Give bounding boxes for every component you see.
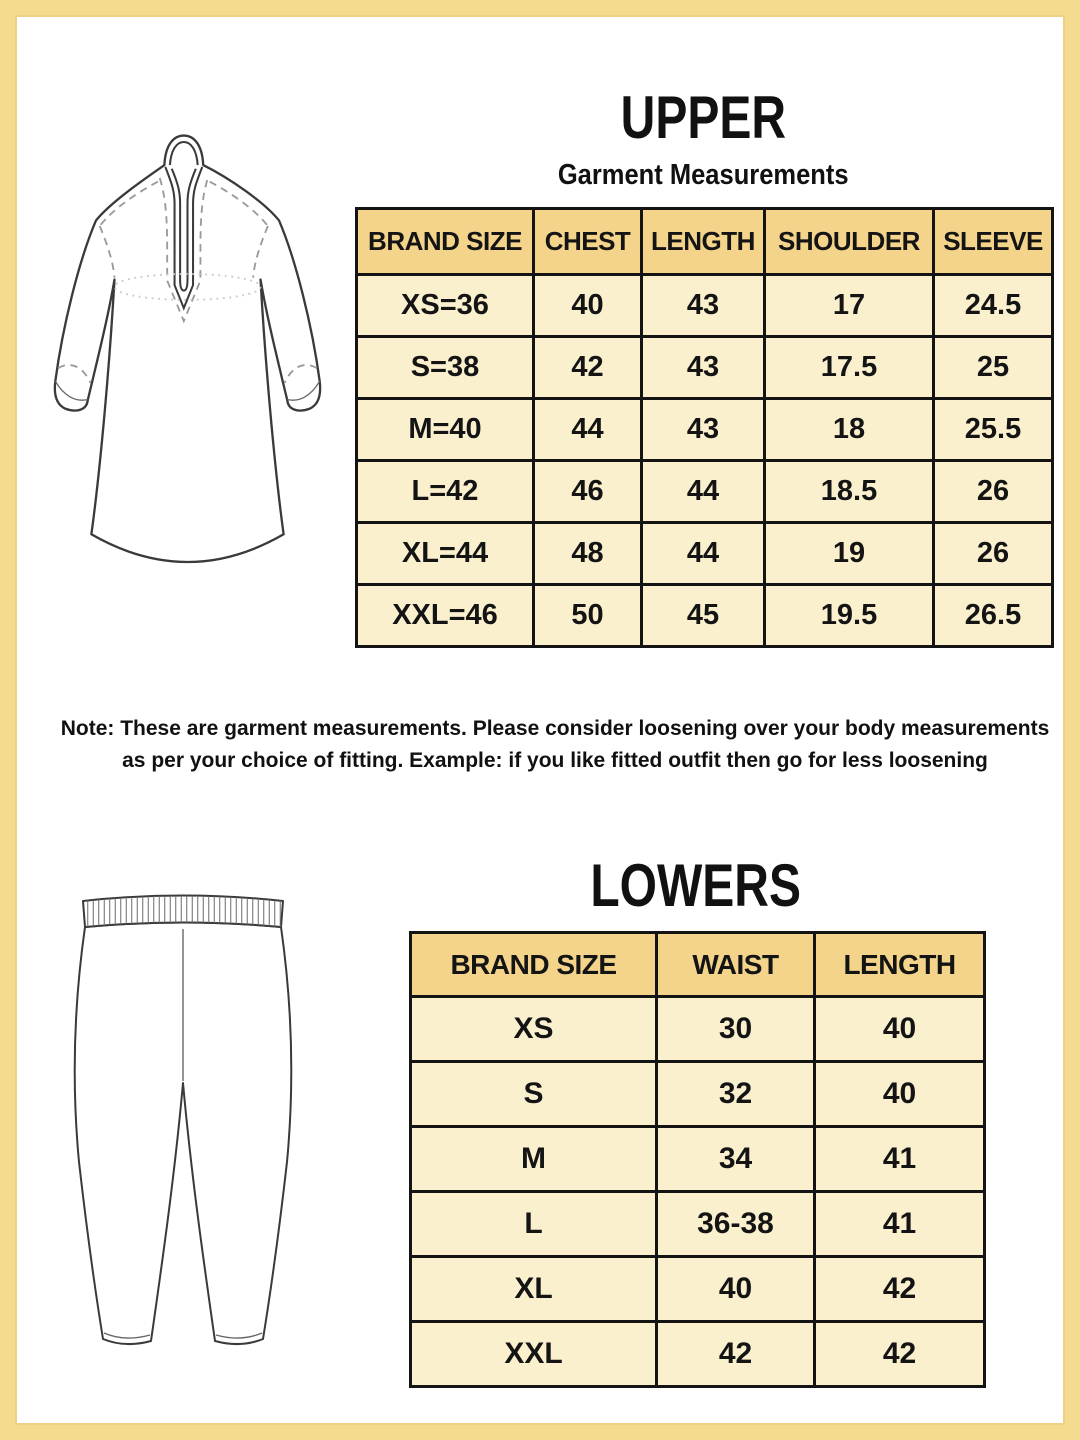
cell: XXL=46 [357, 585, 534, 647]
lowers-title [409, 851, 983, 920]
cell: 17.5 [765, 337, 934, 399]
cell: 18.5 [765, 461, 934, 523]
upper-row-xs [357, 275, 1053, 337]
cell: 43 [642, 275, 765, 337]
cell: 44 [642, 523, 765, 585]
lowers-row-s [411, 1062, 985, 1127]
kurta-illustration [35, 130, 340, 610]
cell: 43 [642, 337, 765, 399]
cell: 48 [534, 523, 642, 585]
cell: 41 [815, 1127, 985, 1192]
upper-title [355, 83, 1051, 152]
lowers-title-text: LOWERS [590, 852, 802, 919]
cell: 44 [642, 461, 765, 523]
upper-col-sleeve: SLEEVE [934, 209, 1053, 275]
lowers-row-m [411, 1127, 985, 1192]
note-line-2: as per your choice of fitting. Example: if you like fitted outfit then go for less loosening [122, 748, 988, 772]
upper-subtitle [355, 159, 1051, 192]
cell: M=40 [357, 399, 534, 461]
cell: 44 [534, 399, 642, 461]
upper-col-shoulder: SHOULDER [765, 209, 934, 275]
leggings-illustration [63, 877, 303, 1377]
measurement-note [55, 713, 1055, 776]
cell: 25.5 [934, 399, 1053, 461]
cell: 17 [765, 275, 934, 337]
upper-col-length: LENGTH [642, 209, 765, 275]
upper-row-xl [357, 523, 1053, 585]
cell: S=38 [357, 337, 534, 399]
cell: 36-38 [657, 1192, 815, 1257]
cell: 32 [657, 1062, 815, 1127]
cell: 40 [815, 997, 985, 1062]
upper-row-s [357, 337, 1053, 399]
cell: 30 [657, 997, 815, 1062]
cell: 40 [657, 1257, 815, 1322]
cell: 43 [642, 399, 765, 461]
cell: 24.5 [934, 275, 1053, 337]
cell: 18 [765, 399, 934, 461]
upper-row-xxl [357, 585, 1053, 647]
cell: 19.5 [765, 585, 934, 647]
cell: 45 [642, 585, 765, 647]
cell: 25 [934, 337, 1053, 399]
cell: XXL [411, 1322, 657, 1387]
cell: 26 [934, 461, 1053, 523]
cell: 26 [934, 523, 1053, 585]
lowers-size-table [409, 931, 986, 1388]
cell: 19 [765, 523, 934, 585]
lowers-col-waist: WAIST [657, 933, 815, 997]
cell: XL [411, 1257, 657, 1322]
cell: 42 [815, 1257, 985, 1322]
cell: L [411, 1192, 657, 1257]
lowers-row-l [411, 1192, 985, 1257]
lowers-row-xxl [411, 1322, 985, 1387]
cell: 41 [815, 1192, 985, 1257]
cell: M [411, 1127, 657, 1192]
note-line-1: Note: These are garment measurements. Please consider loosening over your body measurements [60, 717, 1050, 740]
lowers-col-length: LENGTH [815, 933, 985, 997]
lowers-header-row [411, 933, 985, 997]
upper-size-table [355, 207, 1054, 648]
upper-title-text: UPPER [620, 84, 786, 151]
upper-col-chest: CHEST [534, 209, 642, 275]
cell: L=42 [357, 461, 534, 523]
cell: 26.5 [934, 585, 1053, 647]
cell: 42 [657, 1322, 815, 1387]
upper-row-l [357, 461, 1053, 523]
upper-header-row [357, 209, 1053, 275]
cell: S [411, 1062, 657, 1127]
cell: XS [411, 997, 657, 1062]
cell: XS=36 [357, 275, 534, 337]
upper-row-m [357, 399, 1053, 461]
cell: 46 [534, 461, 642, 523]
cell: 42 [534, 337, 642, 399]
upper-subtitle-text: Garment Measurements [557, 159, 849, 191]
cell: 42 [815, 1322, 985, 1387]
cell: 34 [657, 1127, 815, 1192]
lowers-col-brand-size: BRAND SIZE [411, 933, 657, 997]
cell: XL=44 [357, 523, 534, 585]
lowers-row-xs [411, 997, 985, 1062]
cell: 40 [534, 275, 642, 337]
lowers-row-xl [411, 1257, 985, 1322]
upper-col-brand-size: BRAND SIZE [357, 209, 534, 275]
cell: 40 [815, 1062, 985, 1127]
cell: 50 [534, 585, 642, 647]
